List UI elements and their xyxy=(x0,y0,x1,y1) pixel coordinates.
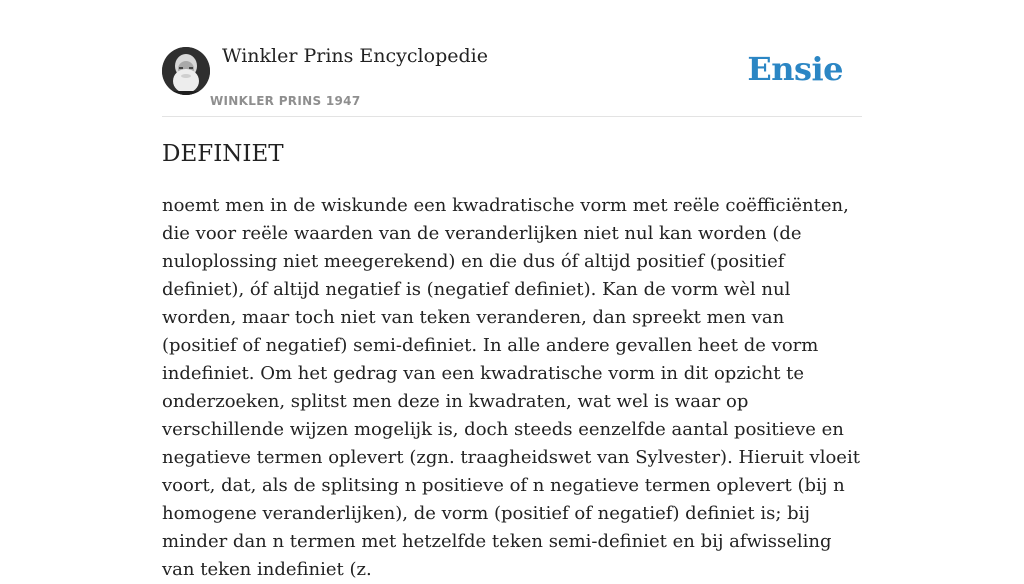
entry-title: DEFINIET xyxy=(162,141,284,167)
page-content xyxy=(162,0,862,580)
avatar[interactable] xyxy=(162,47,210,95)
brand-logo[interactable]: Ensie xyxy=(747,50,843,88)
source-header xyxy=(162,0,862,117)
source-title[interactable]: Winkler Prins Encyclopedie xyxy=(222,45,488,67)
entry-body: noemt men in de wiskunde een kwadratische vorm met reële coëfficiënten, die voor reële waarden van de veranderlijken niet nul kan worden (de nuloplossing niet meegerekend) en die dus óf altijd positief (positief definiet), óf altijd negatief is (negatief definiet). Kan de vorm wèl nul worden, maar toch niet van teken veranderen, dan spreekt men van (positief of negatief) semi-definiet. In alle andere gevallen heet de vorm indefiniet. Om het gedrag van een kwadratische vorm in dit opzicht te onderzoeken, splitst men deze in kwadraten, wat wel is waar op verschillende wijzen mogelijk is, doch steeds eenzelfde aantal positieve en negatieve termen oplevert (zgn. traagheidswet van Sylvester). Hieruit vloeit voort, dat, als de splitsing n positieve of n negatieve termen oplevert (bij n homogene veranderlijken), de vorm (positief of negatief) definiet is; bij minder dan n termen met hetzelfde teken semi-definiet en bij afwisseling van teken indefiniet (z. xyxy=(162,195,860,580)
bearded-man-portrait-icon xyxy=(162,47,210,95)
source-subtitle[interactable]: WINKLER PRINS 1947 xyxy=(210,94,361,108)
